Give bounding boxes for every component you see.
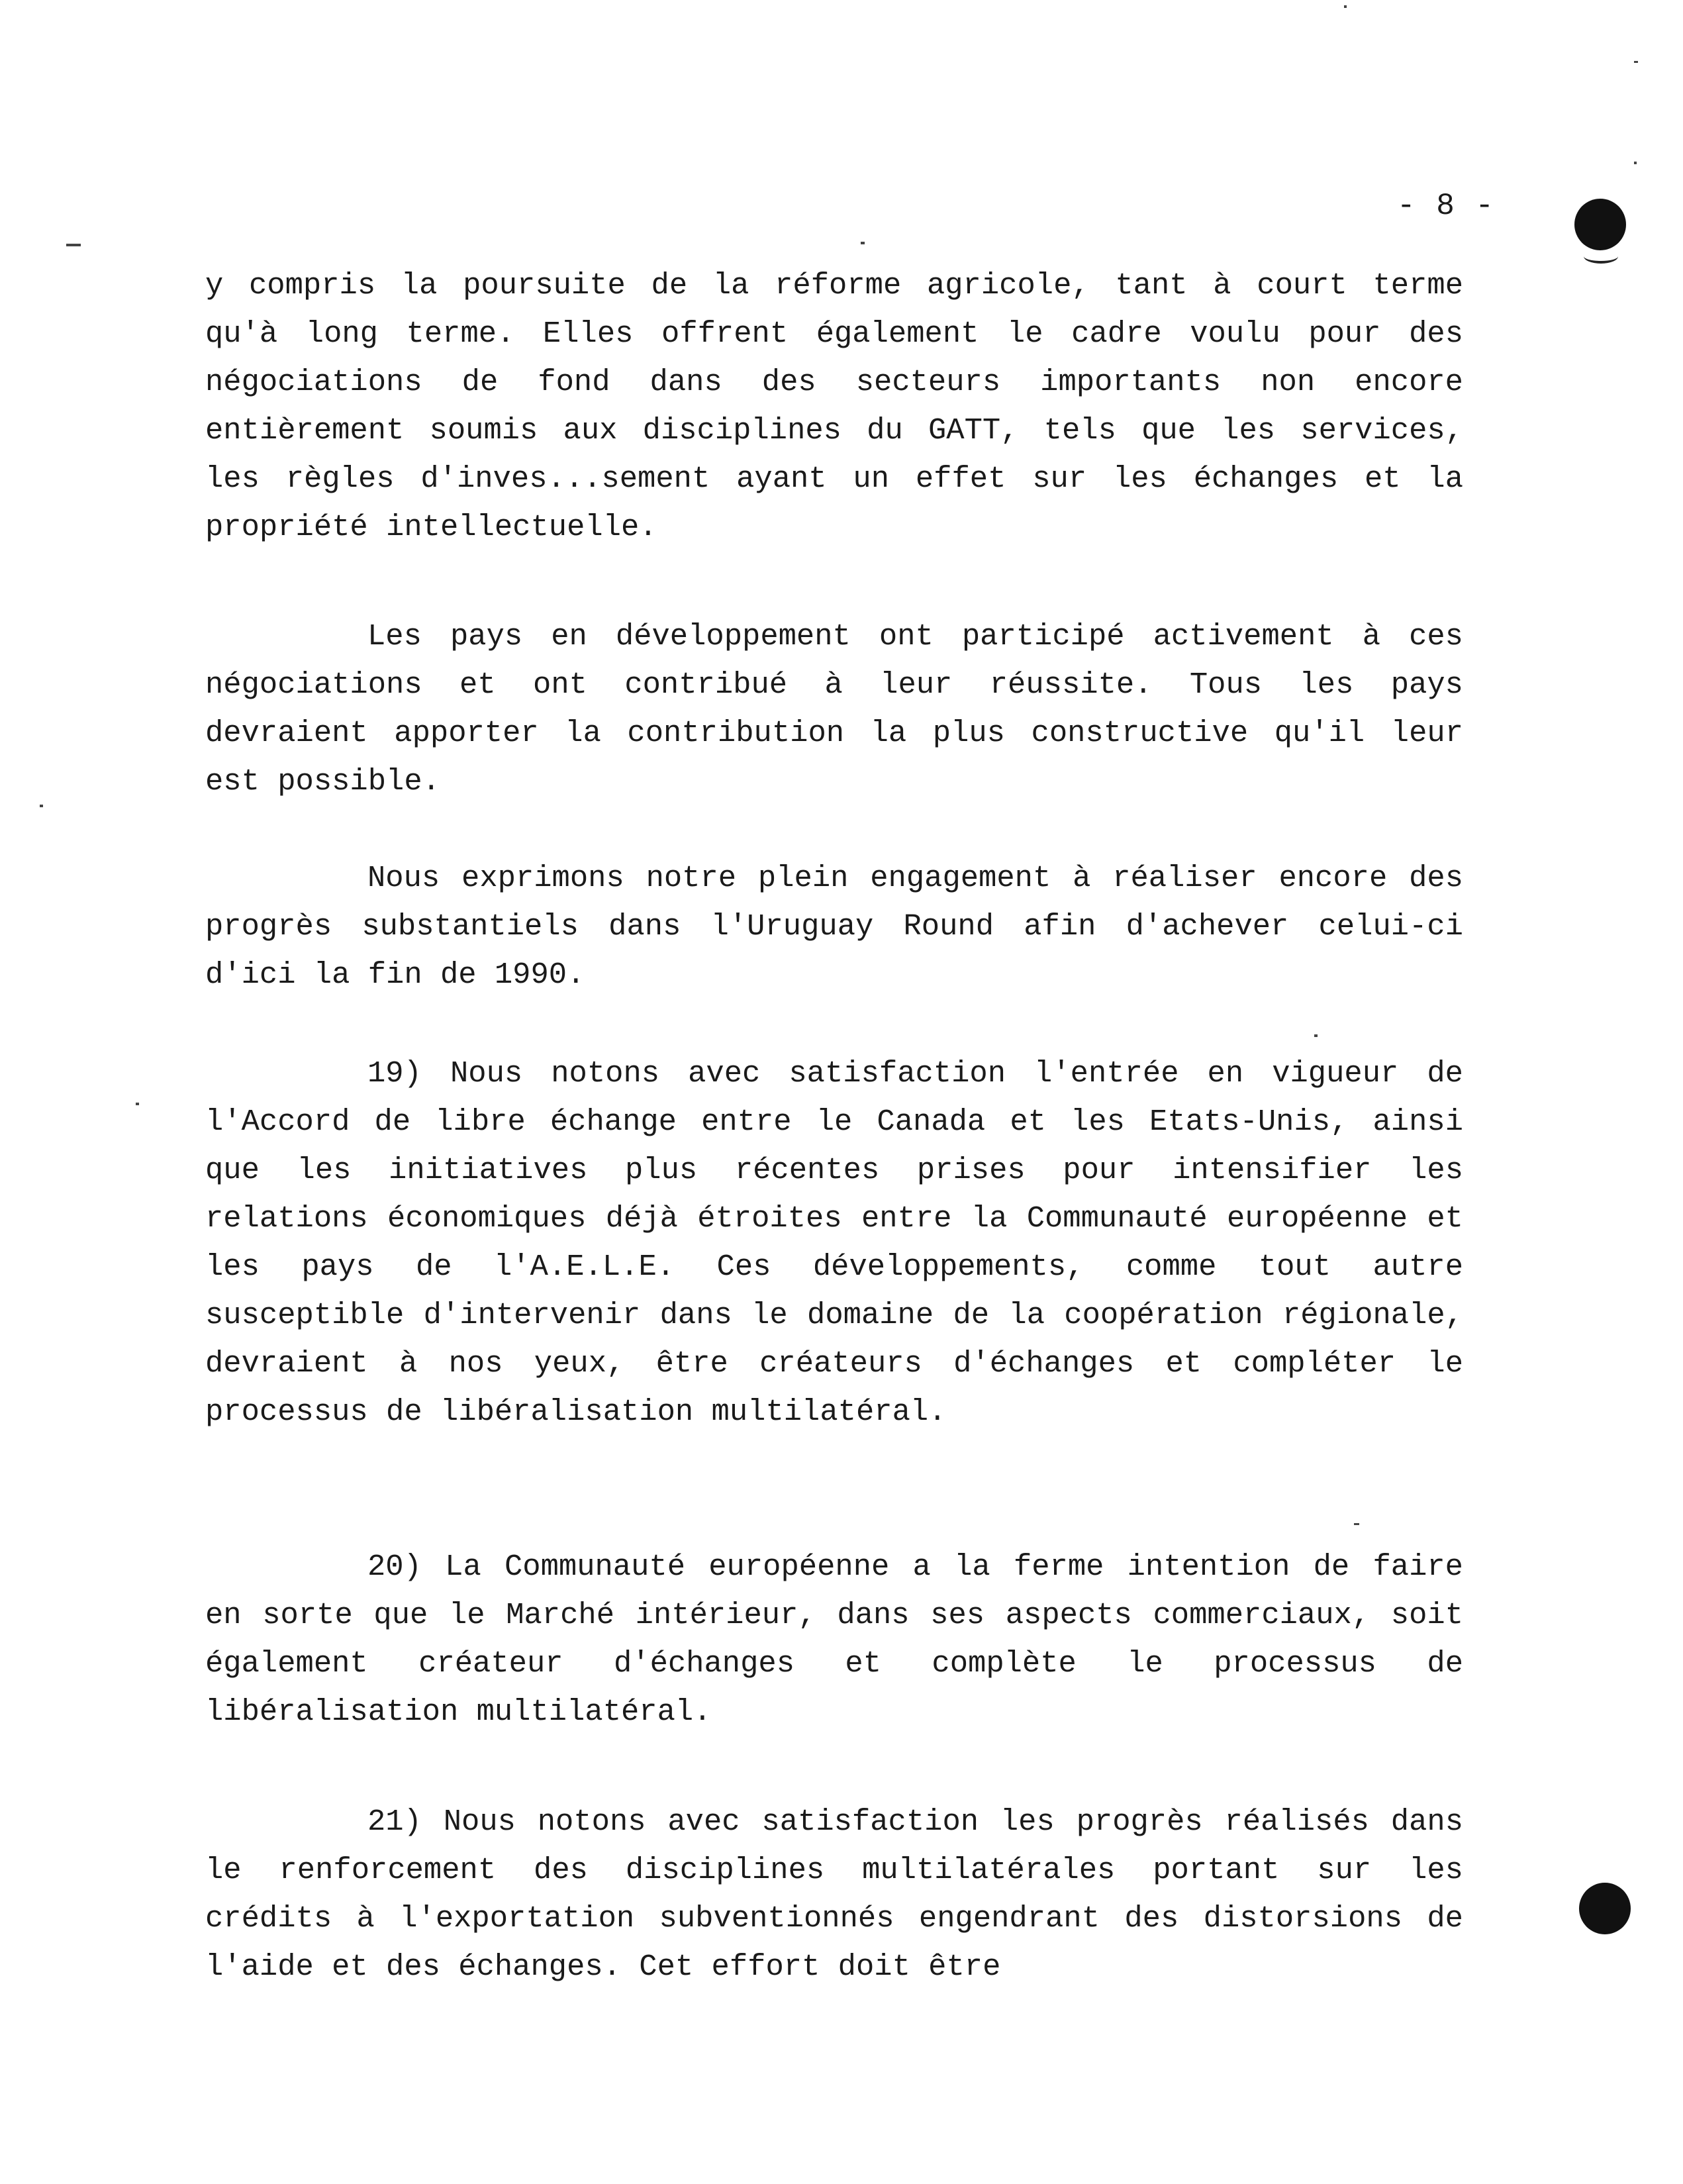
punch-hole-bottom xyxy=(1579,1883,1631,1934)
paragraph-21 xyxy=(205,1798,1463,1991)
paragraph-text: Nous exprimons notre plein engagement à réaliser encore des progrès substantiels dans l'Uruguay Round afin d'achever celui-ci d'ici la fin de 1990. xyxy=(205,861,1463,992)
page-number: - 8 - xyxy=(1397,189,1496,223)
scan-speck xyxy=(1314,1034,1318,1037)
paragraph-20 xyxy=(205,1543,1463,1736)
scan-speck xyxy=(1344,5,1347,8)
scan-speck xyxy=(66,244,81,246)
scan-speck xyxy=(136,1103,139,1105)
scan-speck xyxy=(40,805,43,807)
paragraph-1 xyxy=(205,262,1463,552)
scan-speck xyxy=(1354,1523,1359,1525)
punch-hole-tail xyxy=(1584,249,1618,264)
paragraph-text: 21) Nous notons avec satisfaction les progrès réalisés dans le renforcement des disciplines multilatérales portant sur les crédits à l'exportation subventionnés engendrant des distorsions de l'aide et des échanges. Cet effort doit être xyxy=(205,1805,1463,1984)
paragraph-2 xyxy=(205,613,1463,806)
punch-hole-top xyxy=(1574,199,1626,250)
paragraph-19 xyxy=(205,1050,1463,1436)
scan-speck xyxy=(1634,162,1637,164)
scan-speck xyxy=(861,242,865,244)
paragraph-text: y compris la poursuite de la réforme agricole, tant à court terme qu'à long terme. Elles offrent également le cadre voulu pour des négociations de fond dans des secteurs importants non encore entièrement soumis aux disciplines du GATT, tels que les services, les règles d'inves...sement ayant un effet sur les échanges et la propriété intellectuelle. xyxy=(205,268,1463,544)
paragraph-text: Les pays en développement ont participé activement à ces négociations et ont contribué à leur réussite. Tous les pays devraient apporter la contribution la plus constructive qu'il leur est possible. xyxy=(205,619,1463,799)
paragraph-text: 20) La Communauté européenne a la ferme intention de faire en sorte que le Marché intérieur, dans ses aspects commerciaux, soit également créateur d'échanges et complète le processus de libéralisation multilatéral. xyxy=(205,1550,1463,1729)
paragraph-3 xyxy=(205,854,1463,999)
scan-speck xyxy=(1634,61,1638,63)
paragraph-text: 19) Nous notons avec satisfaction l'entrée en vigueur de l'Accord de libre échange entre le Canada et les Etats-Unis, ainsi que les initiatives plus récentes prises pour intensifier les relations économiques déjà étroites entre la Communauté européenne et les pays de l'A.E.L.E. Ces développements, comme tout autre susceptible d'intervenir dans le domaine de la coopération régionale, devraient à nos yeux, être créateurs d'échanges et compléter le processus de libéralisation multilatéral. xyxy=(205,1056,1463,1429)
